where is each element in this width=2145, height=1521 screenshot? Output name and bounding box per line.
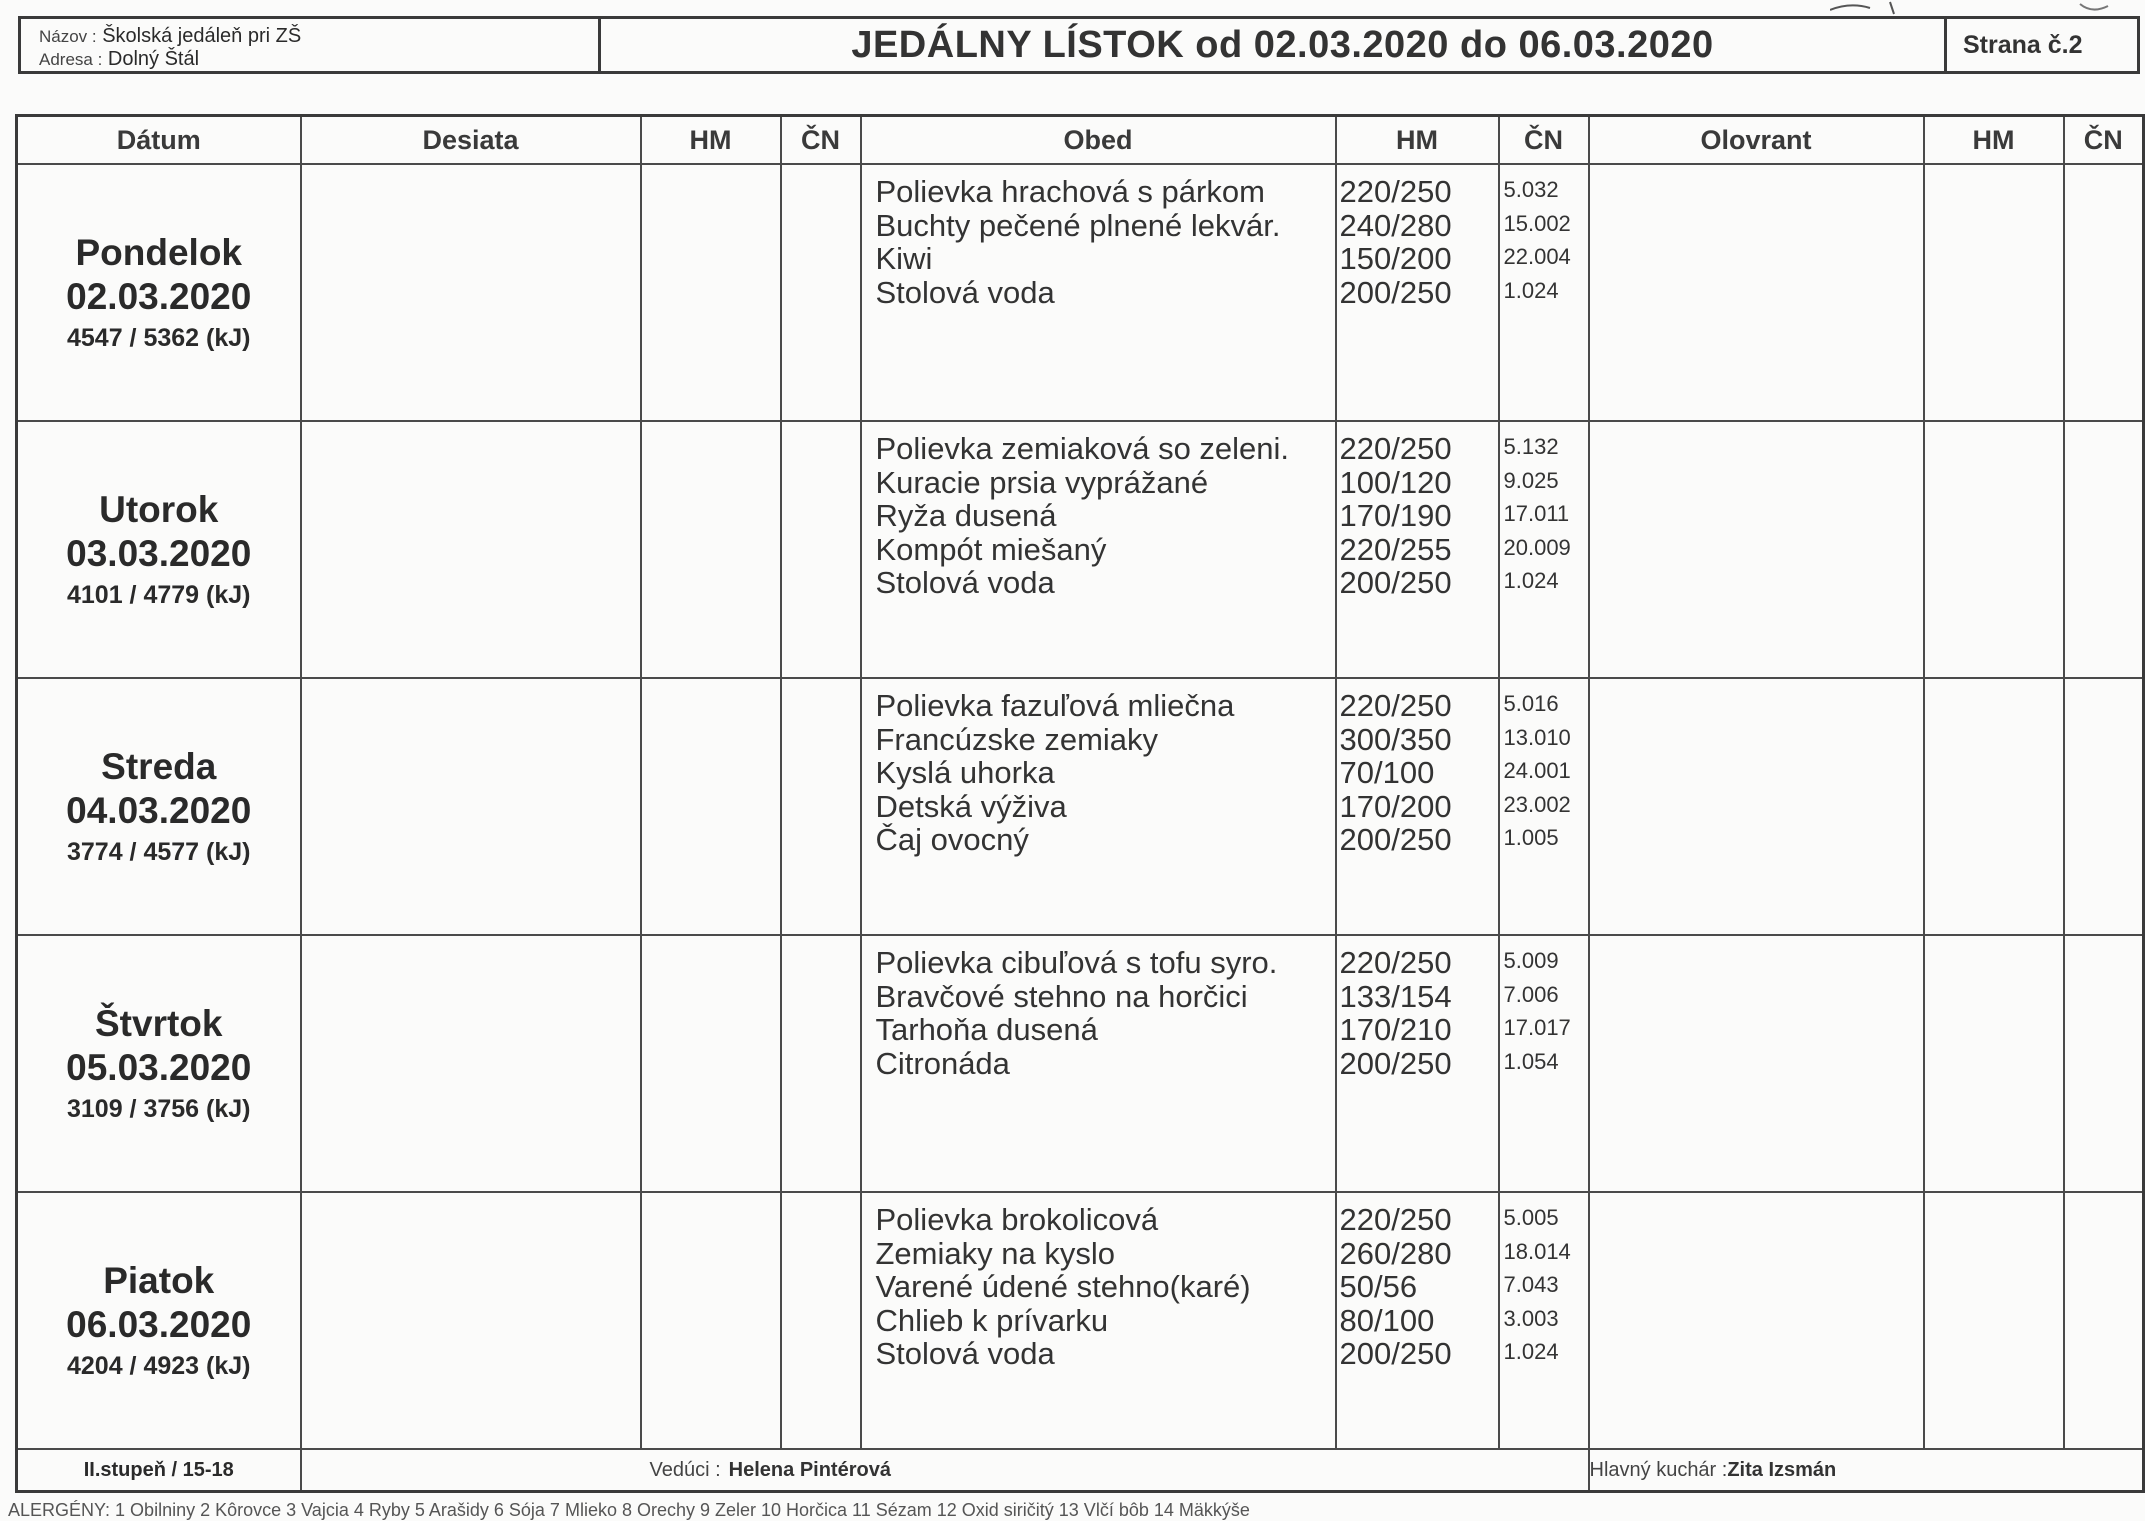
olovrant-cell [1589, 1192, 1924, 1449]
olovrant-cell [1589, 935, 1924, 1192]
desiata-hm-cell [641, 421, 781, 678]
meal-weight: 200/250 [1339, 1045, 1452, 1081]
meal-weight: 170/190 [1339, 498, 1452, 533]
col-datum: Dátum [17, 116, 301, 165]
olovrant-cell [1589, 164, 1924, 421]
meal-weight: 260/280 [1339, 1235, 1452, 1271]
school-name-line [39, 25, 598, 48]
desiata-hm-cell [641, 1192, 781, 1449]
meal-code: 9.025 [1503, 467, 1559, 493]
day-energy: 3109 / 3756 (kJ) [67, 1094, 251, 1123]
meal-item: Polievka cibuľová s tofu syro. [875, 945, 1278, 980]
desiata-cn-cell [781, 935, 861, 1192]
obed-cell [861, 421, 1336, 678]
day-row [17, 1192, 2144, 1449]
meal-weight: 50/56 [1339, 1269, 1418, 1304]
desiata-hm-cell [641, 935, 781, 1192]
meal-code: 1.024 [1503, 277, 1559, 303]
meal-item: Kyslá uhorka [875, 755, 1055, 790]
day-energy: 4204 / 4923 (kJ) [67, 1351, 251, 1380]
school-address: Dolný Štál [107, 48, 200, 70]
allergens-note: ALERGÉNY: 1 Obilniny 2 Kôrovce 3 Vajcia 4 Ryby 5 Arašidy 6 Sója 7 Mlieko 8 Orechy 9 Zeler 10 Horčica 11 Sézam 12 Oxid siričitý 13 Vlčí bôb 14 Mäkkýše [8, 1500, 1250, 1520]
obed-hm-cell [1336, 421, 1499, 678]
meal-code: 1.005 [1503, 825, 1559, 850]
meal-item: Kiwi [875, 241, 933, 276]
meal-item: Zemiaky na kyslo [875, 1235, 1115, 1271]
meal-weight: 200/250 [1339, 1336, 1452, 1371]
meal-weight: 220/250 [1339, 1202, 1452, 1237]
meal-code: 20.009 [1503, 534, 1571, 560]
meal-weight: 133/154 [1339, 978, 1452, 1014]
date-cell [17, 935, 301, 1192]
school-level: II.stupeň / 15-18 [17, 1449, 301, 1492]
obed-cell [861, 1192, 1336, 1449]
desiata-cn-cell [781, 1192, 861, 1449]
menu-table [15, 114, 2145, 1493]
day-date: 06.03.2020 [66, 1303, 252, 1345]
school-name: Školská jedáleň pri ZŠ [102, 25, 302, 47]
obed-cn-cell [1499, 1192, 1589, 1449]
meal-code: 7.006 [1503, 981, 1559, 1007]
olovrant-hm-cell [1924, 678, 2064, 935]
document-header [18, 16, 2140, 74]
page-title: JEDÁLNY LÍSTOK od 02.03.2020 do 06.03.2020 [601, 19, 1947, 71]
meal-weight: 240/280 [1339, 207, 1452, 243]
meal-item: Francúzske zemiaky [875, 721, 1159, 757]
meal-code: 1.054 [1503, 1048, 1559, 1074]
meal-code: 1.024 [1503, 568, 1559, 593]
meal-code: 1.024 [1503, 1339, 1559, 1364]
day-energy: 3774 / 4577 (kJ) [67, 837, 251, 866]
meal-item: Stolová voda [875, 565, 1055, 600]
meal-code: 5.016 [1503, 691, 1559, 716]
desiata-cell [301, 421, 641, 678]
meal-weight: 220/250 [1339, 945, 1452, 980]
col-obed: Obed [861, 116, 1336, 165]
manager-cell [301, 1449, 1589, 1492]
obed-cell [861, 164, 1336, 421]
chef-label: Hlavný kuchár : [1589, 1458, 1728, 1481]
meal-item: Polievka zemiaková so zeleni. [875, 431, 1290, 466]
manager-name: Helena Pintérová [728, 1458, 891, 1481]
meal-item: Ryža dusená [875, 498, 1057, 533]
meal-code: 5.005 [1503, 1205, 1559, 1230]
meal-code: 13.010 [1503, 724, 1571, 750]
olovrant-cell [1589, 421, 1924, 678]
desiata-cell [301, 935, 641, 1192]
olovrant-cn-cell [2064, 421, 2144, 678]
meal-weight: 200/250 [1339, 274, 1452, 310]
school-info [21, 19, 601, 71]
olovrant-cell [1589, 678, 1924, 935]
manager-label: Vedúci : [649, 1458, 721, 1481]
date-cell [17, 421, 301, 678]
desiata-cn-cell [781, 678, 861, 935]
meal-item: Tarhoňa dusená [875, 1012, 1098, 1047]
meal-weight: 100/120 [1339, 464, 1452, 500]
meal-code: 22.004 [1503, 244, 1571, 269]
desiata-cell [301, 164, 641, 421]
day-date: 02.03.2020 [66, 275, 252, 317]
olovrant-cn-cell [2064, 935, 2144, 1192]
meal-weight: 220/250 [1339, 174, 1452, 209]
meal-item: Polievka hrachová s párkom [875, 174, 1265, 209]
olovrant-hm-cell [1924, 164, 2064, 421]
day-name: Utorok [99, 488, 219, 530]
col-cn-olovrant: ČN [2064, 116, 2144, 165]
meal-weight: 200/250 [1339, 565, 1452, 600]
address-label: Adresa : [39, 50, 103, 69]
desiata-hm-cell [641, 678, 781, 935]
day-name: Piatok [103, 1259, 215, 1301]
meal-weight: 220/250 [1339, 431, 1452, 466]
page-number: Strana č.2 [1963, 30, 2083, 59]
meal-item: Bravčové stehno na horčici [875, 978, 1248, 1014]
col-cn-obed: ČN [1499, 116, 1589, 165]
meal-item: Stolová voda [875, 274, 1055, 310]
obed-cn-cell [1499, 935, 1589, 1192]
chef-name: Zita Izsmán [1727, 1458, 1837, 1481]
meal-weight: 80/100 [1339, 1302, 1435, 1338]
col-olovrant: Olovrant [1589, 116, 1924, 165]
meal-item: Buchty pečené plnené lekvár. [875, 207, 1281, 243]
meal-weight: 220/255 [1339, 531, 1452, 567]
obed-cell [861, 935, 1336, 1192]
day-name: Streda [101, 745, 217, 787]
meal-code: 5.132 [1503, 434, 1559, 459]
desiata-cn-cell [781, 421, 861, 678]
col-hm-desiata: HM [641, 116, 781, 165]
day-date: 04.03.2020 [66, 789, 252, 831]
olovrant-cn-cell [2064, 678, 2144, 935]
obed-hm-cell [1336, 164, 1499, 421]
meal-weight: 200/250 [1339, 822, 1452, 857]
meal-code: 7.043 [1503, 1272, 1559, 1297]
olovrant-cn-cell [2064, 1192, 2144, 1449]
menu-body [17, 164, 2144, 1449]
meal-code: 15.002 [1503, 210, 1571, 236]
meal-weight: 150/200 [1339, 241, 1452, 276]
obed-cell [861, 678, 1336, 935]
meal-code: 17.017 [1503, 1015, 1571, 1040]
name-label: Názov : [39, 27, 97, 46]
meal-code: 23.002 [1503, 791, 1571, 817]
meal-code: 5.032 [1503, 177, 1559, 202]
meal-item: Čaj ovocný [875, 822, 1029, 857]
day-row [17, 678, 2144, 935]
obed-hm-cell [1336, 1192, 1499, 1449]
day-energy: 4101 / 4779 (kJ) [67, 580, 251, 609]
meal-item: Kompót miešaný [875, 531, 1107, 567]
olovrant-hm-cell [1924, 935, 2064, 1192]
col-hm-obed: HM [1336, 116, 1499, 165]
olovrant-hm-cell [1924, 421, 2064, 678]
meal-item: Polievka brokolicová [875, 1202, 1159, 1237]
obed-hm-cell [1336, 678, 1499, 935]
day-name: Štvrtok [95, 1002, 223, 1044]
meal-item: Kuracie prsia vyprážané [875, 464, 1209, 500]
chef-cell [1589, 1449, 2144, 1492]
meal-item: Polievka fazuľová mliečna [875, 688, 1235, 723]
date-cell [17, 164, 301, 421]
desiata-cell [301, 678, 641, 935]
day-row [17, 164, 2144, 421]
meal-code: 3.003 [1503, 1305, 1559, 1331]
meal-code: 5.009 [1503, 948, 1559, 973]
obed-hm-cell [1336, 935, 1499, 1192]
day-date: 05.03.2020 [66, 1046, 252, 1088]
meal-item: Chlieb k prívarku [875, 1302, 1109, 1338]
footer-row [17, 1449, 2144, 1492]
col-desiata: Desiata [301, 116, 641, 165]
obed-cn-cell [1499, 421, 1589, 678]
meal-item: Stolová voda [875, 1336, 1055, 1371]
meal-weight: 300/350 [1339, 721, 1452, 757]
meal-weight: 170/200 [1339, 788, 1452, 824]
meal-item: Citronáda [875, 1045, 1010, 1081]
date-cell [17, 678, 301, 935]
meal-code: 17.011 [1503, 501, 1570, 526]
date-cell [17, 1192, 301, 1449]
day-row [17, 935, 2144, 1192]
desiata-hm-cell [641, 164, 781, 421]
day-row [17, 421, 2144, 678]
meal-item: Detská výživa [875, 788, 1067, 824]
meal-weight: 170/210 [1339, 1012, 1452, 1047]
obed-cn-cell [1499, 678, 1589, 935]
day-name: Pondelok [75, 231, 243, 273]
desiata-cell [301, 1192, 641, 1449]
desiata-cn-cell [781, 164, 861, 421]
day-date: 03.03.2020 [66, 532, 252, 574]
school-address-line [39, 48, 598, 71]
col-cn-desiata: ČN [781, 116, 861, 165]
olovrant-cn-cell [2064, 164, 2144, 421]
meal-weight: 70/100 [1339, 755, 1435, 790]
meal-item: Varené údené stehno(karé) [875, 1269, 1251, 1304]
obed-cn-cell [1499, 164, 1589, 421]
header-row [17, 116, 2144, 165]
day-energy: 4547 / 5362 (kJ) [67, 323, 251, 352]
col-hm-olovrant: HM [1924, 116, 2064, 165]
olovrant-hm-cell [1924, 1192, 2064, 1449]
meal-weight: 220/250 [1339, 688, 1452, 723]
meal-code: 24.001 [1503, 758, 1571, 783]
meal-code: 18.014 [1503, 1238, 1571, 1264]
